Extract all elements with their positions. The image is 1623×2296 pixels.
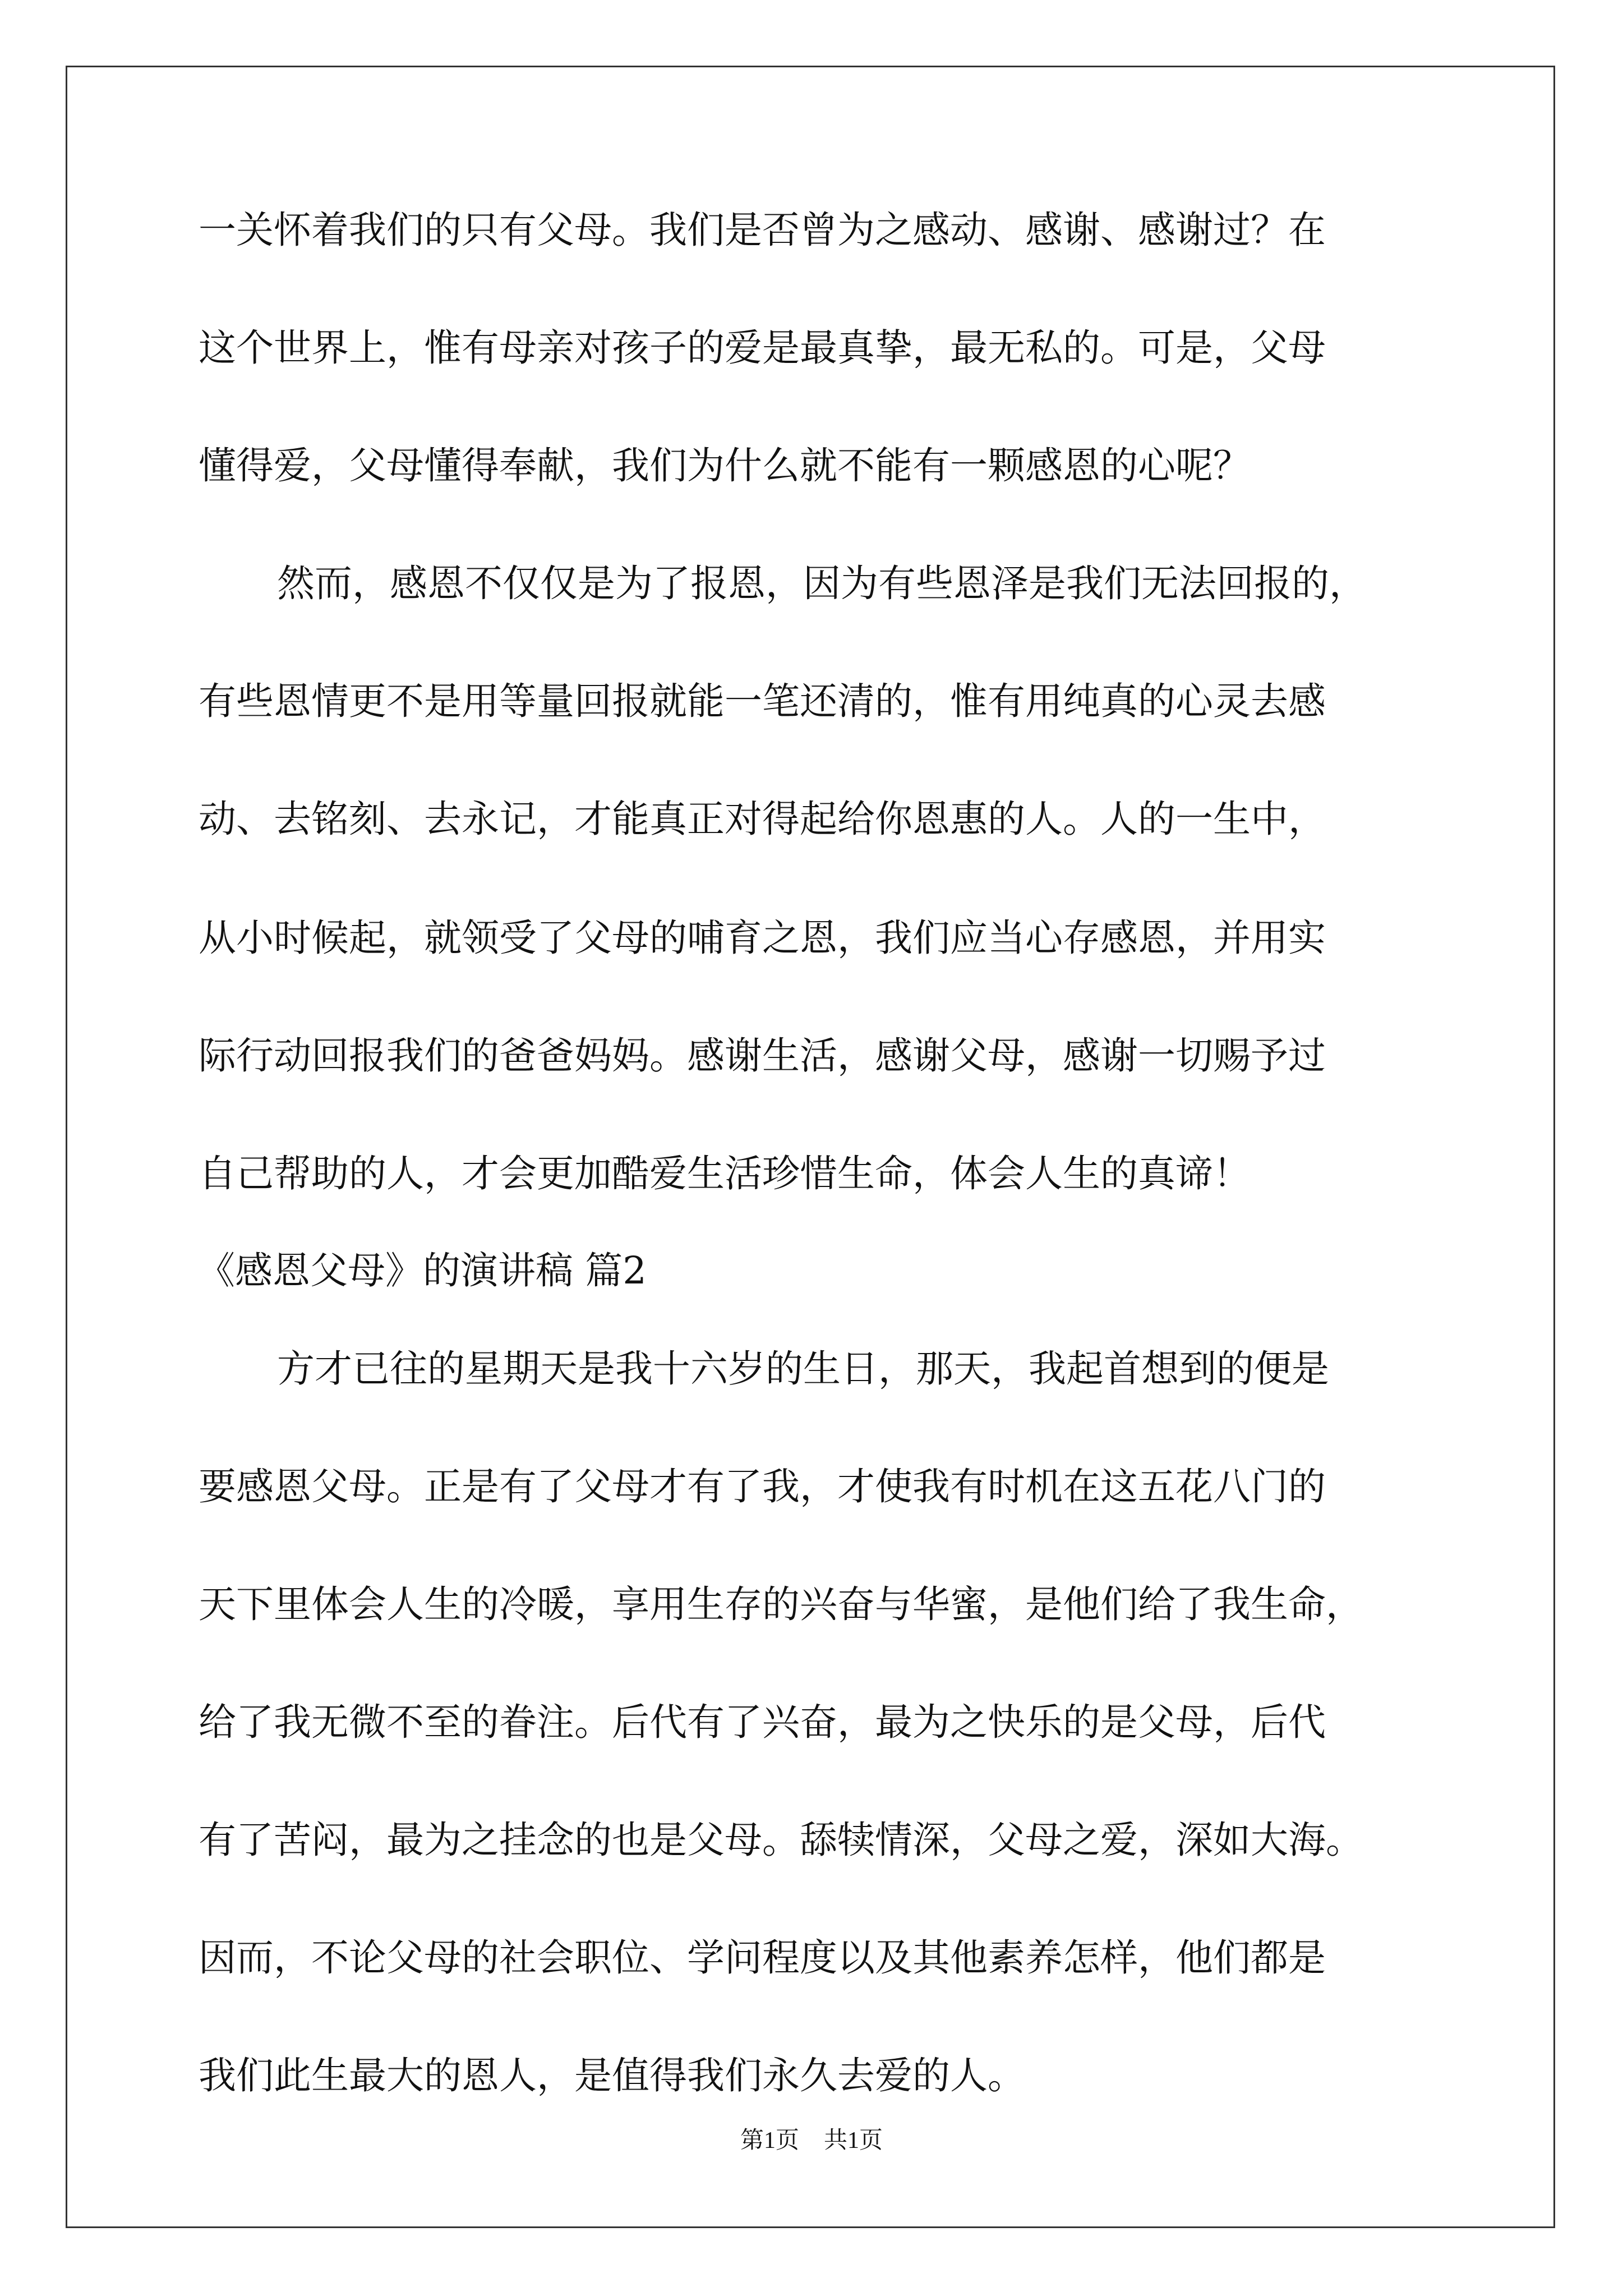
text-line: 自己帮助的人，才会更加酷爱生活珍惜生命，体会人生的真谛！ — [199, 1152, 1251, 1195]
text-line: 动、去铭刻、去永记，才能真正对得起给你恩惠的人。人的一生中， — [199, 797, 1326, 841]
text-line: 有了苦闷，最为之挂念的也是父母。舔犊情深，父母之爱，深如大海。 — [199, 1818, 1363, 1862]
text-line: 天下里体会人生的冷暖，享用生存的兴奋与华蜜，是他们给了我生命， — [199, 1582, 1363, 1626]
text-line: 从小时候起，就领受了父母的哺育之恩，我们应当心存感恩，并用实 — [199, 916, 1326, 960]
page-total: 共1页 — [824, 2128, 883, 2154]
text-line: 然而，感恩不仅仅是为了报恩，因为有些恩泽是我们无法回报的， — [277, 562, 1367, 605]
text-line: 要感恩父母。正是有了父母才有了我，才使我有时机在这五花八门的 — [199, 1465, 1326, 1508]
text-line: 这个世界上，惟有母亲对孩子的爱是最真挚，最无私的。可是，父母 — [199, 326, 1326, 370]
text-line: 给了我无微不至的眷注。后代有了兴奋，最为之快乐的是父母，后代 — [199, 1700, 1326, 1744]
text-line: 一关怀着我们的只有父母。我们是否曾为之感动、感谢、感谢过？在 — [199, 208, 1326, 252]
text-line: 因而，不论父母的社会职位、学问程度以及其他素养怎样，他们都是 — [199, 1936, 1326, 1980]
section-heading: 《感恩父母》的演讲稿 篇2 — [197, 1249, 647, 1292]
text-line: 际行动回报我们的爸爸妈妈。感谢生活，感谢父母，感谢一切赐予过 — [199, 1034, 1326, 1078]
text-line: 有些恩情更不是用等量回报就能一笔还清的，惟有用纯真的心灵去感 — [199, 679, 1326, 723]
text-line: 懂得爱，父母懂得奉献，我们为什么就不能有一颗感恩的心呢？ — [199, 444, 1251, 487]
text-line: 方才已往的星期天是我十六岁的生日，那天，我起首想到的便是 — [277, 1347, 1329, 1391]
page-footer — [0, 2122, 1623, 2155]
text-line: 我们此生最大的恩人，是值得我们永久去爱的人。 — [199, 2054, 1025, 2097]
page-number: 第1页 — [740, 2128, 799, 2154]
